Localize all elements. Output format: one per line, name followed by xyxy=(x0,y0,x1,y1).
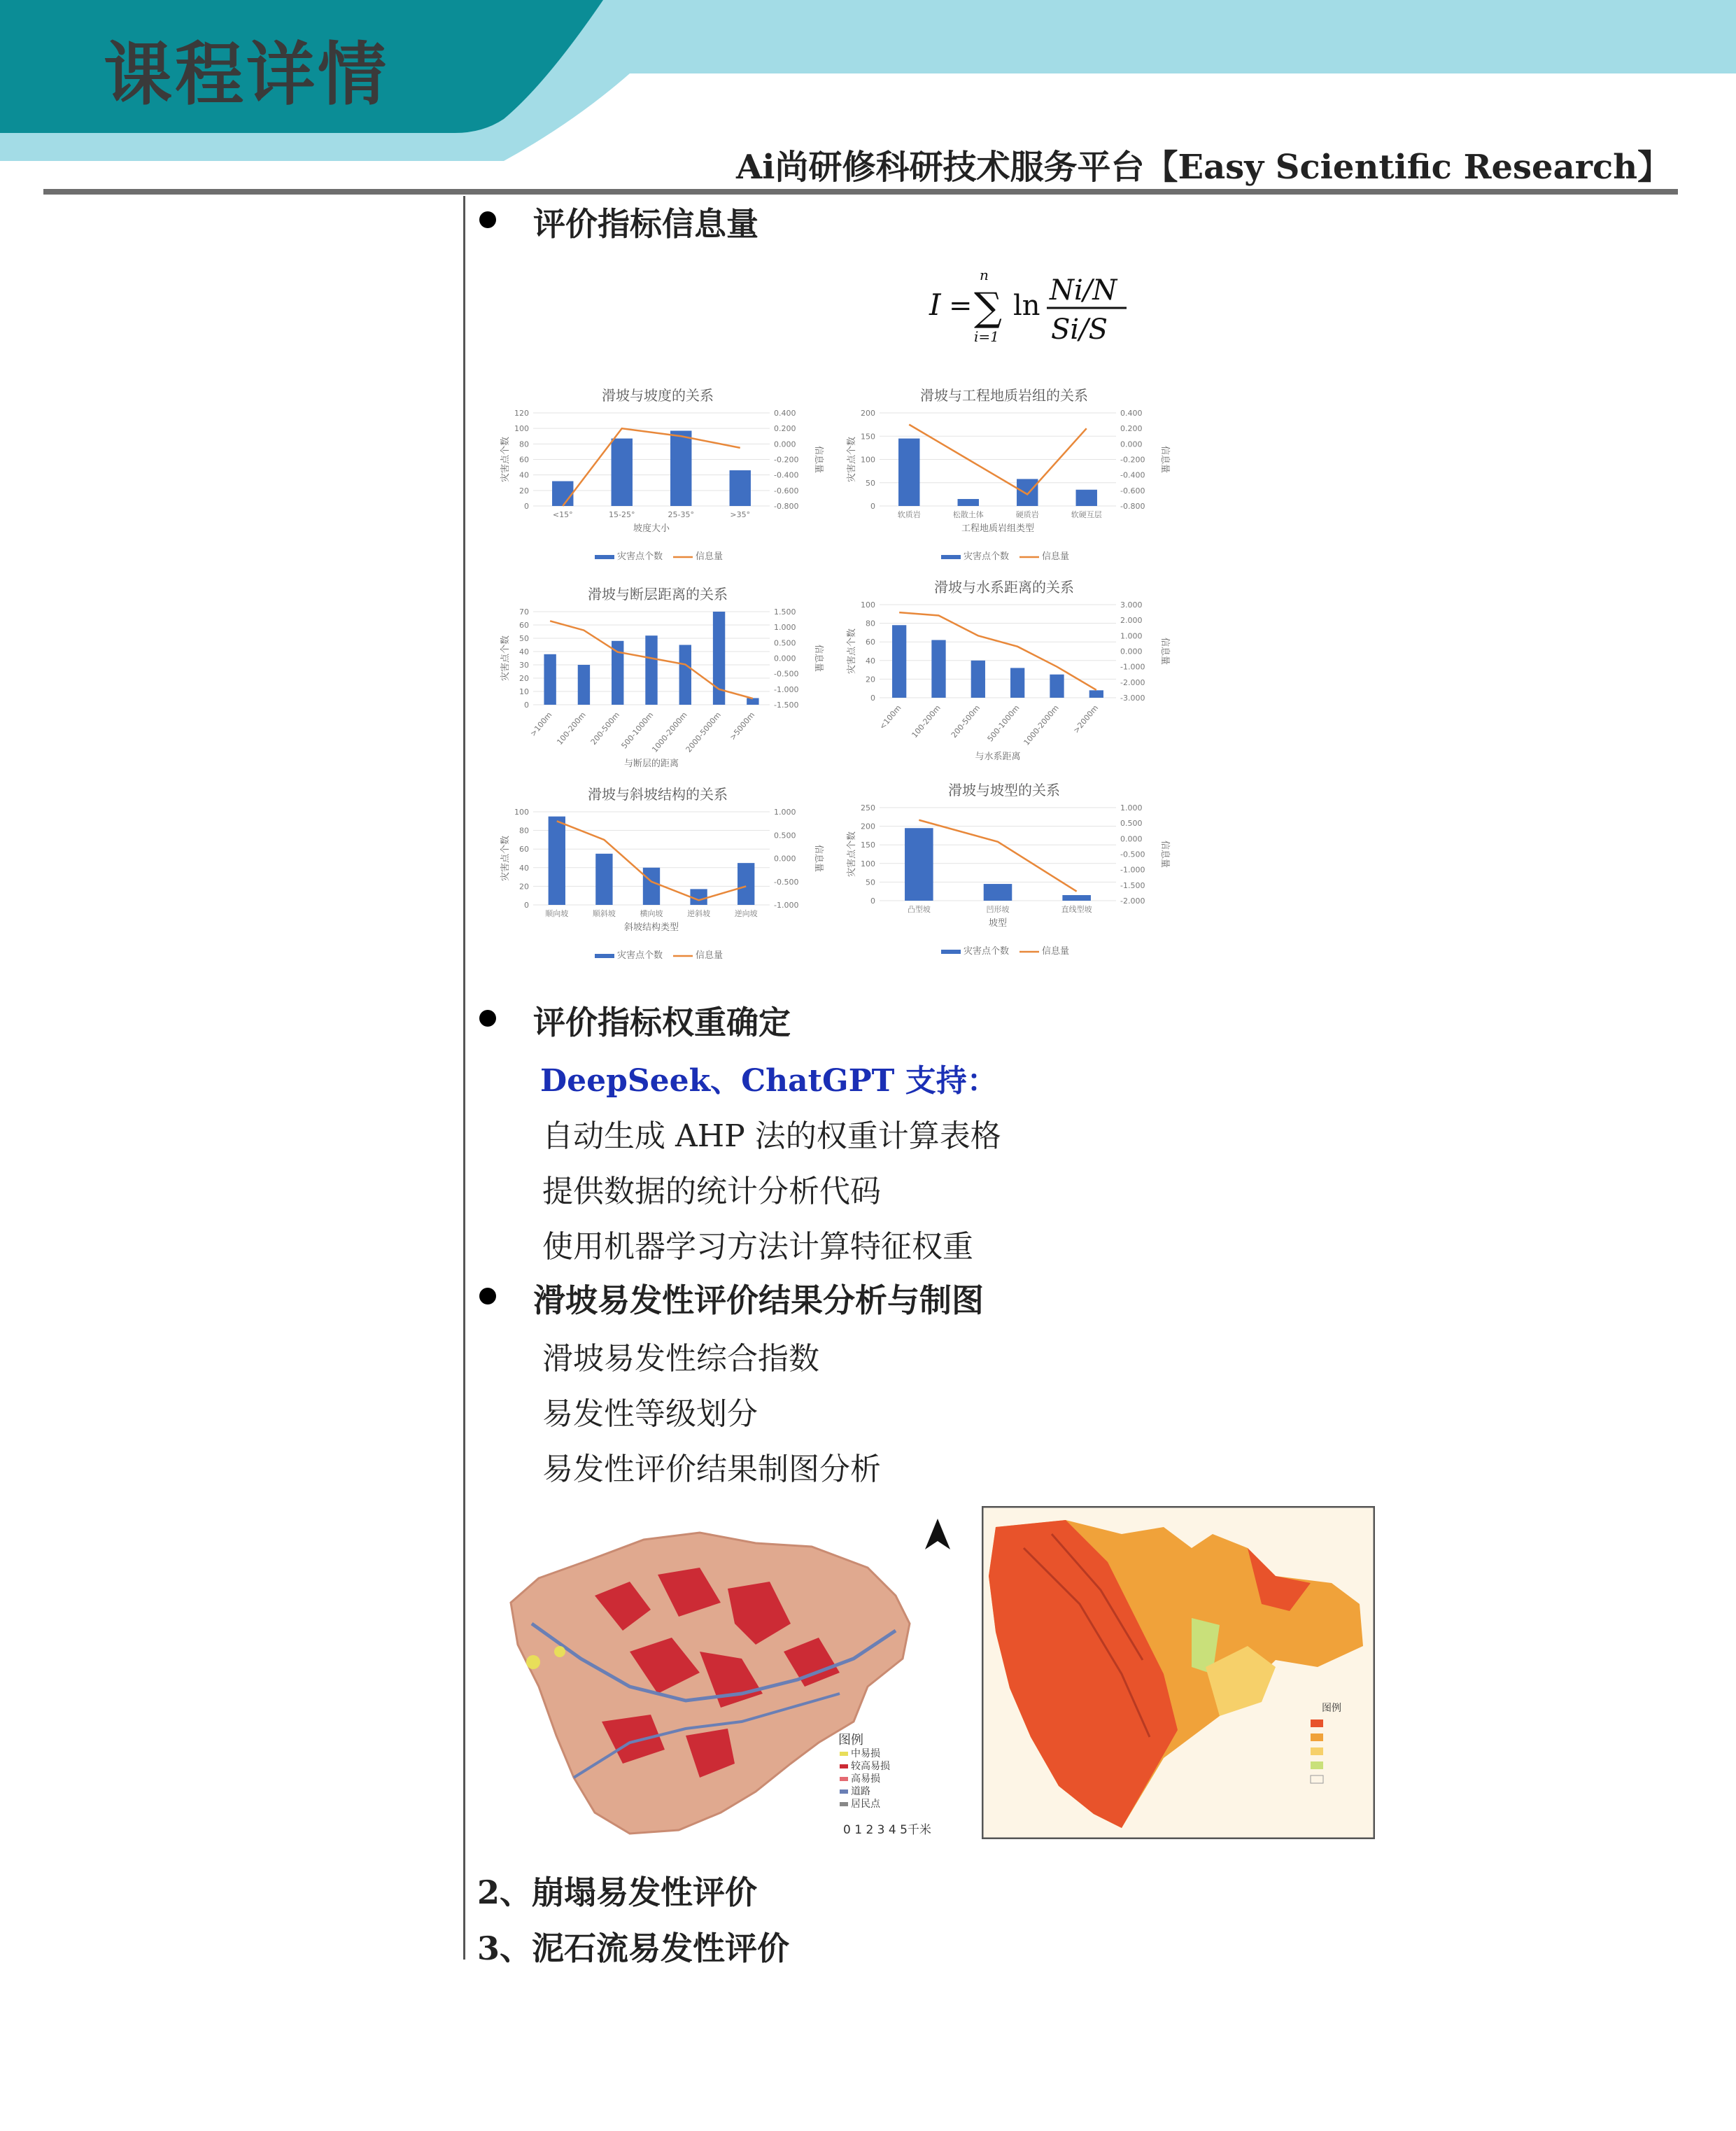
result-item-3: 易发性评价结果制图分析 xyxy=(542,1451,881,1487)
y2-tick-label: -0.500 xyxy=(1120,850,1145,859)
y2-tick-label: -1.000 xyxy=(1120,865,1145,875)
x-tick-label: 顺斜坡 xyxy=(592,909,616,918)
legend-bar-label: 灾害点个数 xyxy=(964,551,1010,562)
y2-tick-label: 3.000 xyxy=(1120,600,1143,610)
x-tick-label: 逆斜坡 xyxy=(687,909,711,918)
x-tick-label: 100-200m xyxy=(910,703,943,740)
legend-bar-label: 灾害点个数 xyxy=(617,551,663,562)
north-arrow-icon xyxy=(922,1517,953,1552)
legend-swatch-bar xyxy=(941,555,961,559)
weight-item-3: 使用机器学习方法计算特征权重 xyxy=(542,1229,973,1265)
x-tick-label: 凸型坡 xyxy=(907,905,931,914)
svg-text:∑: ∑ xyxy=(974,285,1002,330)
y-tick-label: 80 xyxy=(519,439,529,449)
bar xyxy=(1089,690,1103,698)
bar xyxy=(549,817,565,905)
map1-legend-label: 中易损 xyxy=(851,1748,880,1759)
y2-axis-label: 信息量 xyxy=(1159,445,1170,474)
y2-tick-label: 0.200 xyxy=(1120,424,1143,434)
y2-tick-label: -0.200 xyxy=(774,455,799,465)
y2-tick-label: 0.000 xyxy=(774,439,796,449)
chart-title: 滑坡与斜坡结构的关系 xyxy=(588,786,728,803)
y2-axis-label: 信息量 xyxy=(1159,637,1170,666)
map1-legend-label: 居民点 xyxy=(851,1799,880,1810)
y2-tick-label: 0.000 xyxy=(774,654,796,663)
chart-4 xyxy=(836,575,1172,778)
bar xyxy=(595,854,612,905)
y2-tick-label: -1.000 xyxy=(774,901,799,910)
bar xyxy=(892,625,906,698)
y-tick-label: 50 xyxy=(866,478,875,488)
y-tick-label: 20 xyxy=(519,486,529,495)
collapse-susceptibility-heading: 2、崩塌易发性评价 xyxy=(477,1873,758,1911)
y2-tick-label: -3.000 xyxy=(1120,694,1145,703)
x-axis-label: 坡度大小 xyxy=(633,523,670,534)
chart-3 xyxy=(490,582,826,785)
x-tick-label: <15° xyxy=(552,510,573,519)
bar xyxy=(645,635,657,705)
map1-legend-label: 高易损 xyxy=(851,1773,880,1785)
y-tick-label: 0 xyxy=(524,701,529,710)
y-tick-label: 40 xyxy=(866,656,875,666)
y2-tick-label: -1.000 xyxy=(774,684,799,694)
x-tick-label: <100m xyxy=(877,703,903,731)
y2-tick-label: -0.800 xyxy=(774,502,799,511)
y2-tick-label: -1.000 xyxy=(1120,662,1145,672)
x-tick-label: 顺向坡 xyxy=(545,909,569,918)
info-line xyxy=(919,820,1076,892)
map1-scale: 0 1 2 3 4 5千米 xyxy=(843,1823,931,1837)
map2-legend-title: 图例 xyxy=(1322,1703,1341,1714)
legend-swatch-bar xyxy=(595,555,614,559)
y2-axis-label: 信息量 xyxy=(1159,840,1170,868)
bar xyxy=(1062,895,1091,901)
y2-tick-label: -0.400 xyxy=(774,470,799,480)
x-tick-label: 直线型坡 xyxy=(1061,905,1092,914)
y2-tick-label: 0.000 xyxy=(1120,439,1143,449)
bar xyxy=(544,654,556,705)
y2-tick-label: -1.500 xyxy=(1120,880,1145,890)
x-axis-label: 与水系距离 xyxy=(975,752,1021,762)
y-tick-label: 100 xyxy=(861,455,875,465)
chart-title: 滑坡与断层距离的关系 xyxy=(588,586,728,603)
formula-sum-bottom: i=1 xyxy=(974,328,999,345)
svg-text:=: = xyxy=(949,290,973,322)
legend-bar-label: 灾害点个数 xyxy=(964,946,1010,957)
bar xyxy=(1076,490,1097,506)
y-tick-label: 120 xyxy=(514,409,529,418)
platform-name: Ai尚研修科研技术服务平台【Easy Scientific Research】 xyxy=(736,148,1672,187)
y2-tick-label: -1.500 xyxy=(774,701,799,710)
y2-tick-label: 0.400 xyxy=(774,409,796,418)
bullet-icon xyxy=(479,211,496,228)
y-tick-label: 60 xyxy=(519,621,529,630)
x-tick-label: 500-1000m xyxy=(985,703,1022,744)
chart-2 xyxy=(836,384,1172,586)
y2-tick-label: 0.500 xyxy=(774,638,796,648)
formula-sum-top: n xyxy=(980,267,989,283)
page-title: 课程详情 xyxy=(104,35,390,115)
y-tick-label: 100 xyxy=(514,424,529,434)
map1-legend-swatch xyxy=(840,1802,848,1806)
y2-axis-label: 信息量 xyxy=(813,644,824,673)
y2-tick-label: -0.800 xyxy=(1120,502,1145,511)
y-tick-label: 80 xyxy=(866,619,875,628)
x-tick-label: 软硬互层 xyxy=(1071,510,1102,519)
section-heading-info: 评价指标信息量 xyxy=(533,205,758,243)
section-heading-result: 滑坡易发性评价结果分析与制图 xyxy=(533,1281,984,1319)
formula-lhs: I xyxy=(929,288,941,322)
bar xyxy=(552,481,573,506)
bar xyxy=(931,640,945,698)
y-tick-label: 200 xyxy=(861,409,875,418)
x-tick-label: 25-35° xyxy=(668,510,694,519)
x-tick-label: 凹形坡 xyxy=(986,905,1010,914)
x-tick-label: 软质岩 xyxy=(897,510,921,519)
x-tick-label: >2000m xyxy=(1071,703,1101,736)
bar xyxy=(1010,668,1024,698)
y-tick-label: 0 xyxy=(524,502,529,511)
bar xyxy=(578,665,590,705)
chart-title: 滑坡与工程地质岩组的关系 xyxy=(920,387,1088,404)
bar xyxy=(1050,675,1064,698)
y2-tick-label: -0.400 xyxy=(1120,470,1145,480)
chart-title: 滑坡与坡型的关系 xyxy=(948,782,1060,799)
y2-tick-label: -0.200 xyxy=(1120,455,1145,465)
content-vertical-rule xyxy=(463,196,465,1960)
y-tick-label: 250 xyxy=(861,803,875,813)
formula-ln: ln xyxy=(1013,290,1040,322)
info-line xyxy=(899,612,1096,690)
bar xyxy=(643,868,660,905)
chart-1 xyxy=(490,384,826,586)
x-tick-label: >100m xyxy=(528,710,554,738)
y-tick-label: 50 xyxy=(866,878,875,887)
y2-tick-label: 0.000 xyxy=(1120,647,1143,656)
chart-title: 滑坡与坡度的关系 xyxy=(602,387,714,404)
result-item-1: 滑坡易发性综合指数 xyxy=(542,1341,819,1377)
y-axis-label: 灾害点个数 xyxy=(847,831,857,878)
y-tick-label: 60 xyxy=(519,845,529,854)
y-tick-label: 20 xyxy=(866,675,875,684)
y2-tick-label: 0.500 xyxy=(774,831,796,841)
y2-tick-label: 0.500 xyxy=(1120,819,1143,829)
header-divider xyxy=(43,189,1678,195)
x-tick-label: >35° xyxy=(730,510,751,519)
y2-tick-label: 0.000 xyxy=(1120,834,1143,844)
y-tick-label: 150 xyxy=(861,432,875,442)
legend-line-label: 信息量 xyxy=(696,551,724,562)
y-tick-label: 60 xyxy=(866,638,875,647)
bar xyxy=(1017,479,1038,506)
bar xyxy=(612,641,623,705)
y-axis-label: 灾害点个数 xyxy=(500,635,511,682)
bar xyxy=(730,470,751,506)
ai-support-label: DeepSeek、ChatGPT 支持： xyxy=(540,1063,998,1099)
y2-axis-label: 信息量 xyxy=(813,445,824,474)
section-heading-weight: 评价指标权重确定 xyxy=(533,1004,791,1041)
x-tick-label: 15-25° xyxy=(609,510,635,519)
x-tick-label: 硬质岩 xyxy=(1015,510,1039,519)
legend-swatch-bar xyxy=(595,954,614,958)
chart-6 xyxy=(836,778,1172,981)
weight-item-2: 提供数据的统计分析代码 xyxy=(542,1174,881,1209)
y2-tick-label: 1.000 xyxy=(1120,631,1143,641)
map1-legend-label: 较高易损 xyxy=(851,1761,890,1772)
bar xyxy=(747,698,758,705)
landslide-susceptibility-map-regional xyxy=(982,1506,1375,1839)
x-tick-label: 1000-2000m xyxy=(1022,703,1061,747)
y2-tick-label: 1.000 xyxy=(1120,803,1143,813)
y-tick-label: 0 xyxy=(524,901,529,910)
bar xyxy=(679,645,691,705)
x-tick-label: 100-200m xyxy=(555,710,588,747)
x-axis-label: 斜坡结构类型 xyxy=(623,922,679,933)
y2-axis-label: 信息量 xyxy=(813,844,824,873)
x-tick-label: 200-500m xyxy=(588,710,622,747)
bar xyxy=(984,884,1012,901)
y2-tick-label: 1.500 xyxy=(774,607,796,617)
y-tick-label: 40 xyxy=(519,647,529,656)
bullet-icon xyxy=(479,1010,496,1027)
x-tick-label: 200-500m xyxy=(949,703,982,740)
y-tick-label: 20 xyxy=(519,882,529,892)
y-axis-label: 灾害点个数 xyxy=(847,436,857,483)
map1-legend-swatch xyxy=(840,1789,848,1794)
legend-line-label: 信息量 xyxy=(696,950,724,961)
bar xyxy=(612,439,633,506)
info-formula xyxy=(924,266,1148,357)
x-tick-label: 松散土体 xyxy=(952,510,984,519)
map1-legend-label: 道路 xyxy=(851,1786,870,1797)
legend-line-label: 信息量 xyxy=(1042,946,1070,957)
x-tick-label: 横向坡 xyxy=(640,909,663,918)
y-tick-label: 0 xyxy=(870,896,875,906)
weight-item-1: 自动生成 AHP 法的权重计算表格 xyxy=(542,1118,1001,1154)
y-tick-label: 80 xyxy=(519,826,529,836)
y-tick-label: 60 xyxy=(519,455,529,465)
chart-title: 滑坡与水系距离的关系 xyxy=(934,579,1074,596)
legend-line-label: 信息量 xyxy=(1042,551,1070,562)
y2-tick-label: 1.000 xyxy=(774,623,796,633)
y-axis-label: 灾害点个数 xyxy=(500,436,511,483)
y-tick-label: 20 xyxy=(519,674,529,683)
debris-flow-susceptibility-heading: 3、泥石流易发性评价 xyxy=(477,1929,790,1967)
formula-numerator: Ni/N xyxy=(1050,274,1117,307)
y2-tick-label: 0.000 xyxy=(774,854,796,864)
x-tick-label: 2000-5000m xyxy=(684,710,723,754)
bar xyxy=(958,499,979,506)
x-axis-label: 坡型 xyxy=(988,918,1008,929)
legend-swatch-bar xyxy=(941,950,961,954)
map1-legend-swatch xyxy=(840,1752,848,1756)
bar xyxy=(898,439,919,506)
x-tick-label: >5000m xyxy=(728,710,757,743)
chart-5 xyxy=(490,782,826,985)
y-tick-label: 100 xyxy=(861,600,875,610)
y-tick-label: 0 xyxy=(870,694,875,703)
y-tick-label: 100 xyxy=(861,859,875,868)
y-tick-label: 150 xyxy=(861,841,875,850)
y2-tick-label: -2.000 xyxy=(1120,896,1145,906)
bullet-icon xyxy=(479,1288,496,1304)
bar xyxy=(905,828,933,901)
y2-tick-label: 2.000 xyxy=(1120,616,1143,626)
y2-tick-label: -0.600 xyxy=(774,486,799,495)
y-axis-label: 灾害点个数 xyxy=(847,628,857,675)
x-tick-label: 500-1000m xyxy=(619,710,656,751)
x-tick-label: 逆向坡 xyxy=(734,909,758,918)
bar xyxy=(738,863,754,905)
formula-denominator: Si/S xyxy=(1051,314,1108,346)
y2-tick-label: -0.500 xyxy=(774,877,799,887)
y-tick-label: 100 xyxy=(514,808,529,817)
y2-tick-label: -0.500 xyxy=(774,669,799,679)
y2-tick-label: 0.400 xyxy=(1120,409,1143,418)
y-tick-label: 0 xyxy=(870,502,875,511)
bar xyxy=(971,661,985,698)
x-axis-label: 与断层的距离 xyxy=(623,759,679,769)
x-axis-label: 工程地质岩组类型 xyxy=(961,523,1035,534)
y-tick-label: 40 xyxy=(519,863,529,873)
y-tick-label: 10 xyxy=(519,687,529,696)
y2-tick-label: 0.200 xyxy=(774,424,796,434)
y-tick-label: 50 xyxy=(519,634,529,643)
map1-legend-swatch xyxy=(840,1777,848,1781)
bar xyxy=(670,430,691,506)
y-tick-label: 200 xyxy=(861,822,875,831)
landslide-susceptibility-map-local xyxy=(490,1512,966,1862)
y-tick-label: 40 xyxy=(519,470,529,480)
y-axis-label: 灾害点个数 xyxy=(500,835,511,882)
y2-tick-label: -0.600 xyxy=(1120,486,1145,495)
result-item-2: 易发性等级划分 xyxy=(542,1396,758,1432)
y-tick-label: 30 xyxy=(519,661,529,670)
y2-tick-label: -2.000 xyxy=(1120,677,1145,687)
map1-legend-title: 图例 xyxy=(838,1733,863,1747)
legend-bar-label: 灾害点个数 xyxy=(617,950,663,961)
map1-legend-swatch xyxy=(840,1764,848,1768)
y2-tick-label: 1.000 xyxy=(774,808,796,817)
y-tick-label: 70 xyxy=(519,607,529,617)
x-tick-label: 1000-2000m xyxy=(650,710,689,754)
info-line xyxy=(563,428,740,506)
